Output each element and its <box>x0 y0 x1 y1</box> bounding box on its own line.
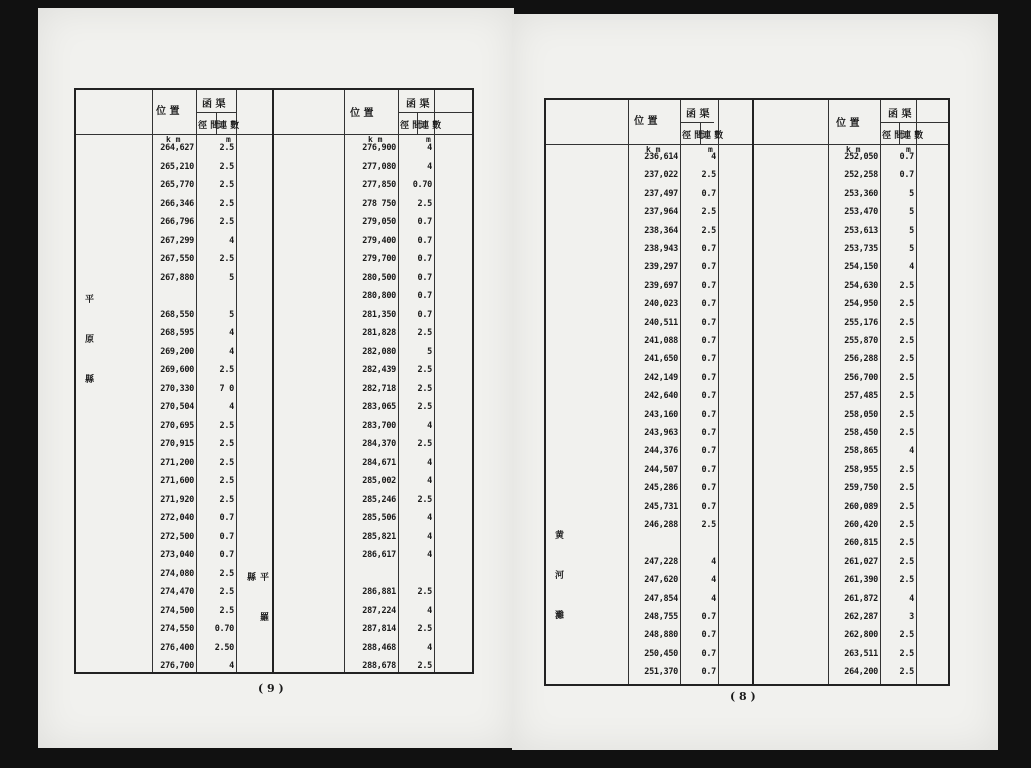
span-value: 2.5 <box>899 575 914 586</box>
span-value: 2.5 <box>899 280 914 291</box>
span-value: 2.5 <box>417 402 432 412</box>
span-value: 2.5 <box>219 161 234 172</box>
unit-km: k m <box>368 135 383 144</box>
position-value: 248,880 <box>644 630 678 641</box>
position-value: 239,297 <box>644 262 678 273</box>
position-value: 274,550 <box>160 624 194 634</box>
span-value: 0.7 <box>701 446 716 457</box>
header-position: 位 置 <box>350 108 374 119</box>
span-value: 0.7 <box>701 372 716 383</box>
position-value: 268,595 <box>160 328 194 338</box>
position-value: 261,027 <box>844 556 878 567</box>
position-value: 286,617 <box>362 550 396 560</box>
span-value: 4 <box>229 346 234 357</box>
span-value: 0.70 <box>412 180 432 190</box>
position-value: 238,943 <box>644 244 678 254</box>
position-value: 244,376 <box>644 446 678 457</box>
span-value: 5 <box>909 244 914 254</box>
subheader-divider <box>398 112 472 113</box>
span-value: 0.7 <box>701 501 716 512</box>
header-count: 連 數 <box>902 131 924 141</box>
district-label: 黄 河 灘 <box>553 530 563 634</box>
position-value: 282,080 <box>362 346 396 357</box>
span-value: 0.7 <box>417 272 432 283</box>
header-position: 位 置 <box>634 116 658 127</box>
span-value: 2.5 <box>219 198 234 209</box>
col-divider <box>434 90 435 672</box>
span-value: 2.5 <box>701 520 716 530</box>
unit-m: m <box>426 135 431 144</box>
span-value: 5 <box>909 207 914 218</box>
position-value: 284,370 <box>362 439 396 449</box>
position-value: 262,287 <box>844 612 878 622</box>
position-value: 283,700 <box>362 420 396 431</box>
position-value: 254,150 <box>844 262 878 273</box>
col-divider <box>680 100 681 684</box>
position-value: 270,695 <box>160 420 194 431</box>
right-page <box>512 14 998 750</box>
span-value: 7 0 <box>219 383 234 394</box>
span-value: 0.7 <box>899 170 914 181</box>
page-number: ( 9 ) <box>258 682 284 695</box>
span-value: 4 <box>427 457 432 468</box>
position-value: 262,800 <box>844 630 878 641</box>
span-value: 2.5 <box>899 556 914 567</box>
position-value: 288,468 <box>362 642 396 653</box>
position-value: 286,881 <box>362 587 396 597</box>
span-value: 0.7 <box>701 428 716 438</box>
position-value: 252,050 <box>844 152 878 162</box>
unit-km: k m <box>846 145 861 154</box>
position-value: 258,955 <box>844 464 878 475</box>
page-number: ( 8 ) <box>730 690 756 703</box>
position-value: 280,500 <box>362 272 396 283</box>
col-divider <box>880 100 881 684</box>
span-value: 2.5 <box>417 624 432 634</box>
span-value: 2.5 <box>899 464 914 475</box>
position-value: 267,880 <box>160 272 194 283</box>
col-divider <box>272 90 274 672</box>
span-value: 2.5 <box>417 661 432 671</box>
span-value: 2.5 <box>899 299 914 310</box>
span-value: 0.7 <box>701 188 716 199</box>
position-value: 244,507 <box>644 464 678 475</box>
span-value: 0.7 <box>417 309 432 320</box>
span-value: 2.5 <box>417 494 432 505</box>
position-value: 254,950 <box>844 299 878 310</box>
position-value: 279,700 <box>362 254 396 264</box>
span-value: 2.5 <box>219 254 234 264</box>
span-value: 4 <box>427 531 432 542</box>
span-value: 2.5 <box>701 207 716 218</box>
span-value: 5 <box>909 225 914 236</box>
unit-m: m <box>906 145 911 154</box>
position-value: 250,450 <box>644 648 678 659</box>
position-value: 272,500 <box>160 531 194 542</box>
span-value: 0.7 <box>701 612 716 622</box>
span-value: 2.5 <box>899 428 914 438</box>
position-value: 279,050 <box>362 217 396 227</box>
header-count: 連 數 <box>702 131 724 141</box>
position-value: 240,511 <box>644 317 678 328</box>
span-value: 2.5 <box>219 143 234 153</box>
position-value: 236,614 <box>644 152 678 162</box>
header-bridge: 函 渠 <box>406 99 430 110</box>
position-value: 288,678 <box>362 661 396 671</box>
span-value: 2.5 <box>219 605 234 616</box>
header-span: 徑 間 <box>400 121 422 131</box>
position-value: 255,870 <box>844 336 878 346</box>
span-value: 4 <box>229 661 234 671</box>
span-value: 0.7 <box>899 152 914 162</box>
span-value: 2.5 <box>899 630 914 641</box>
span-value: 4 <box>427 513 432 523</box>
position-value: 242,640 <box>644 391 678 402</box>
position-value: 259,750 <box>844 483 878 494</box>
header-position: 位 置 <box>156 106 180 117</box>
span-value: 2.5 <box>219 494 234 505</box>
header-bridge: 函 渠 <box>202 99 226 110</box>
header-span: 徑 間 <box>682 131 704 141</box>
position-value: 285,821 <box>362 531 396 542</box>
span-value: 4 <box>229 328 234 338</box>
span-value: 4 <box>909 262 914 273</box>
position-value: 271,200 <box>160 457 194 468</box>
span-value: 2.5 <box>899 648 914 659</box>
position-value: 280,800 <box>362 291 396 301</box>
position-value: 283,065 <box>362 402 396 412</box>
span-value: 0.7 <box>701 464 716 475</box>
header-bridge: 函 渠 <box>888 109 912 120</box>
position-value: 245,286 <box>644 483 678 494</box>
position-value: 260,089 <box>844 501 878 512</box>
position-value: 285,002 <box>362 476 396 486</box>
position-value: 256,700 <box>844 372 878 383</box>
span-value: 2.5 <box>899 317 914 328</box>
position-value: 261,390 <box>844 575 878 586</box>
span-value: 0.70 <box>214 624 234 634</box>
position-value: 238,364 <box>644 225 678 236</box>
span-value: 0.7 <box>701 630 716 641</box>
position-value: 247,620 <box>644 575 678 586</box>
position-value: 266,346 <box>160 198 194 209</box>
position-value: 253,613 <box>844 225 878 236</box>
span-value: 0.7 <box>701 317 716 328</box>
span-value: 0.7 <box>701 280 716 291</box>
position-value: 258,865 <box>844 446 878 457</box>
span-value: 4 <box>229 235 234 246</box>
span-value: 4 <box>711 575 716 586</box>
position-value: 253,735 <box>844 244 878 254</box>
span-value: 2.5 <box>899 354 914 365</box>
span-value: 2.5 <box>219 439 234 449</box>
span-value: 0.7 <box>417 254 432 264</box>
position-value: 281,828 <box>362 328 396 338</box>
position-value: 282,439 <box>362 365 396 375</box>
district-label: 平 羅 縣 <box>245 572 268 636</box>
position-value: 271,920 <box>160 494 194 505</box>
span-value: 0.7 <box>417 235 432 246</box>
position-value: 276,700 <box>160 661 194 671</box>
position-value: 254,630 <box>844 280 878 291</box>
span-value: 4 <box>229 402 234 412</box>
position-value: 274,500 <box>160 605 194 616</box>
span-value: 4 <box>427 476 432 486</box>
span-value: 0.7 <box>701 648 716 659</box>
span-value: 4 <box>909 446 914 457</box>
position-value: 266,796 <box>160 217 194 227</box>
col-divider <box>344 90 345 672</box>
position-value: 242,149 <box>644 372 678 383</box>
left-table <box>74 88 474 674</box>
position-value: 285,246 <box>362 494 396 505</box>
position-value: 247,854 <box>644 593 678 604</box>
position-value: 245,731 <box>644 501 678 512</box>
position-value: 274,470 <box>160 587 194 597</box>
header-divider <box>546 144 948 145</box>
position-value: 267,550 <box>160 254 194 264</box>
district-label: 平 原 縣 <box>83 294 93 398</box>
position-value: 241,650 <box>644 354 678 365</box>
position-value: 264,627 <box>160 143 194 153</box>
position-value: 260,815 <box>844 538 878 549</box>
header-divider <box>76 134 472 135</box>
position-value: 252,258 <box>844 170 878 181</box>
span-value: 5 <box>229 272 234 283</box>
span-value: 0.7 <box>701 667 716 678</box>
position-value: 271,600 <box>160 476 194 486</box>
position-value: 284,671 <box>362 457 396 468</box>
header-bridge: 函 渠 <box>686 109 710 120</box>
unit-m: m <box>708 145 713 154</box>
unit-m: m <box>226 135 231 144</box>
span-value: 2.5 <box>899 538 914 549</box>
span-value: 0.7 <box>417 217 432 227</box>
unit-km: k m <box>166 135 181 144</box>
header-span: 徑 間 <box>882 131 904 141</box>
span-value: 4 <box>711 593 716 604</box>
position-value: 269,600 <box>160 365 194 375</box>
position-value: 263,511 <box>844 648 878 659</box>
span-value: 4 <box>427 642 432 653</box>
span-value: 2.5 <box>219 457 234 468</box>
position-value: 264,200 <box>844 667 878 678</box>
header-count: 連 數 <box>218 121 240 131</box>
header-count: 連 數 <box>420 121 442 131</box>
span-value: 2.5 <box>219 365 234 375</box>
col-divider <box>752 100 754 684</box>
position-value: 282,718 <box>362 383 396 394</box>
span-value: 2.5 <box>219 568 234 579</box>
span-value: 3 <box>909 612 914 622</box>
span-value: 2.5 <box>417 383 432 394</box>
span-value: 2.5 <box>417 328 432 338</box>
span-value: 2.5 <box>899 501 914 512</box>
position-value: 279,400 <box>362 235 396 246</box>
position-value: 285,506 <box>362 513 396 523</box>
span-value: 0.7 <box>701 336 716 346</box>
position-value: 277,080 <box>362 161 396 172</box>
position-value: 243,963 <box>644 428 678 438</box>
position-value: 272,040 <box>160 513 194 523</box>
position-value: 287,814 <box>362 624 396 634</box>
span-value: 0.7 <box>417 291 432 301</box>
position-value: 239,697 <box>644 280 678 291</box>
position-value: 257,485 <box>844 391 878 402</box>
unit-km: k m <box>646 145 661 154</box>
subheader-divider <box>880 122 948 123</box>
position-value: 253,470 <box>844 207 878 218</box>
span-value: 2.5 <box>219 476 234 486</box>
span-value: 2.5 <box>701 170 716 181</box>
col-divider <box>916 100 917 684</box>
span-value: 0.7 <box>701 354 716 365</box>
span-value: 0.7 <box>219 531 234 542</box>
span-value: 4 <box>711 556 716 567</box>
position-value: 241,088 <box>644 336 678 346</box>
span-value: 4 <box>909 593 914 604</box>
span-value: 2.5 <box>899 391 914 402</box>
span-value: 2.5 <box>899 336 914 346</box>
position-value: 237,022 <box>644 170 678 181</box>
position-value: 267,299 <box>160 235 194 246</box>
subheader-divider <box>680 122 714 123</box>
span-value: 2.5 <box>417 587 432 597</box>
position-value: 253,360 <box>844 188 878 199</box>
position-value: 274,080 <box>160 568 194 579</box>
span-value: 2.5 <box>417 365 432 375</box>
span-value: 5 <box>909 188 914 199</box>
span-value: 2.5 <box>219 587 234 597</box>
position-value: 237,964 <box>644 207 678 218</box>
span-value: 0.7 <box>701 391 716 402</box>
span-value: 2.5 <box>701 225 716 236</box>
position-value: 278 750 <box>362 198 396 209</box>
span-value: 4 <box>427 605 432 616</box>
position-value: 261,872 <box>844 593 878 604</box>
position-value: 258,450 <box>844 428 878 438</box>
position-value: 265,770 <box>160 180 194 190</box>
span-value: 0.7 <box>701 299 716 310</box>
span-value: 2.5 <box>899 409 914 420</box>
position-value: 246,288 <box>644 520 678 530</box>
span-value: 0.7 <box>701 409 716 420</box>
position-value: 276,900 <box>362 143 396 153</box>
span-value: 2.5 <box>899 520 914 530</box>
position-value: 281,350 <box>362 309 396 320</box>
position-value: 268,550 <box>160 309 194 320</box>
span-value: 4 <box>427 550 432 560</box>
position-value: 265,210 <box>160 161 194 172</box>
col-divider <box>196 90 197 672</box>
position-value: 277,850 <box>362 180 396 190</box>
col-divider <box>718 100 719 684</box>
span-value: 2.5 <box>417 198 432 209</box>
header-span: 徑 間 <box>198 121 220 131</box>
col-divider <box>398 90 399 672</box>
span-value: 5 <box>427 346 432 357</box>
position-value: 258,050 <box>844 409 878 420</box>
position-value: 243,160 <box>644 409 678 420</box>
span-value: 2.5 <box>219 217 234 227</box>
position-value: 256,288 <box>844 354 878 365</box>
position-value: 287,224 <box>362 605 396 616</box>
left-page <box>38 8 514 748</box>
span-value: 5 <box>229 309 234 320</box>
position-value: 255,176 <box>844 317 878 328</box>
position-value: 260,420 <box>844 520 878 530</box>
span-value: 2.5 <box>899 372 914 383</box>
position-value: 237,497 <box>644 188 678 199</box>
span-value: 0.7 <box>701 483 716 494</box>
span-value: 2.5 <box>219 180 234 190</box>
position-value: 270,504 <box>160 402 194 412</box>
span-value: 2.50 <box>214 642 234 653</box>
col-divider <box>152 90 153 672</box>
span-value: 4 <box>427 420 432 431</box>
position-value: 248,755 <box>644 612 678 622</box>
col-divider <box>236 90 237 672</box>
span-value: 2.5 <box>219 420 234 431</box>
position-value: 240,023 <box>644 299 678 310</box>
position-value: 251,370 <box>644 667 678 678</box>
span-value: 2.5 <box>899 667 914 678</box>
span-value: 4 <box>427 161 432 172</box>
right-table <box>544 98 950 686</box>
position-value: 276,400 <box>160 642 194 653</box>
header-position: 位 置 <box>836 118 860 129</box>
span-value: 0.7 <box>701 262 716 273</box>
span-value: 0.7 <box>219 513 234 523</box>
span-value: 2.5 <box>899 483 914 494</box>
position-value: 273,040 <box>160 550 194 560</box>
position-value: 247,228 <box>644 556 678 567</box>
position-value: 269,200 <box>160 346 194 357</box>
span-value: 4 <box>427 143 432 153</box>
span-value: 4 <box>711 152 716 162</box>
span-value: 0.7 <box>701 244 716 254</box>
position-value: 270,915 <box>160 439 194 449</box>
position-value: 270,330 <box>160 383 194 394</box>
span-value: 2.5 <box>417 439 432 449</box>
span-value: 0.7 <box>219 550 234 560</box>
